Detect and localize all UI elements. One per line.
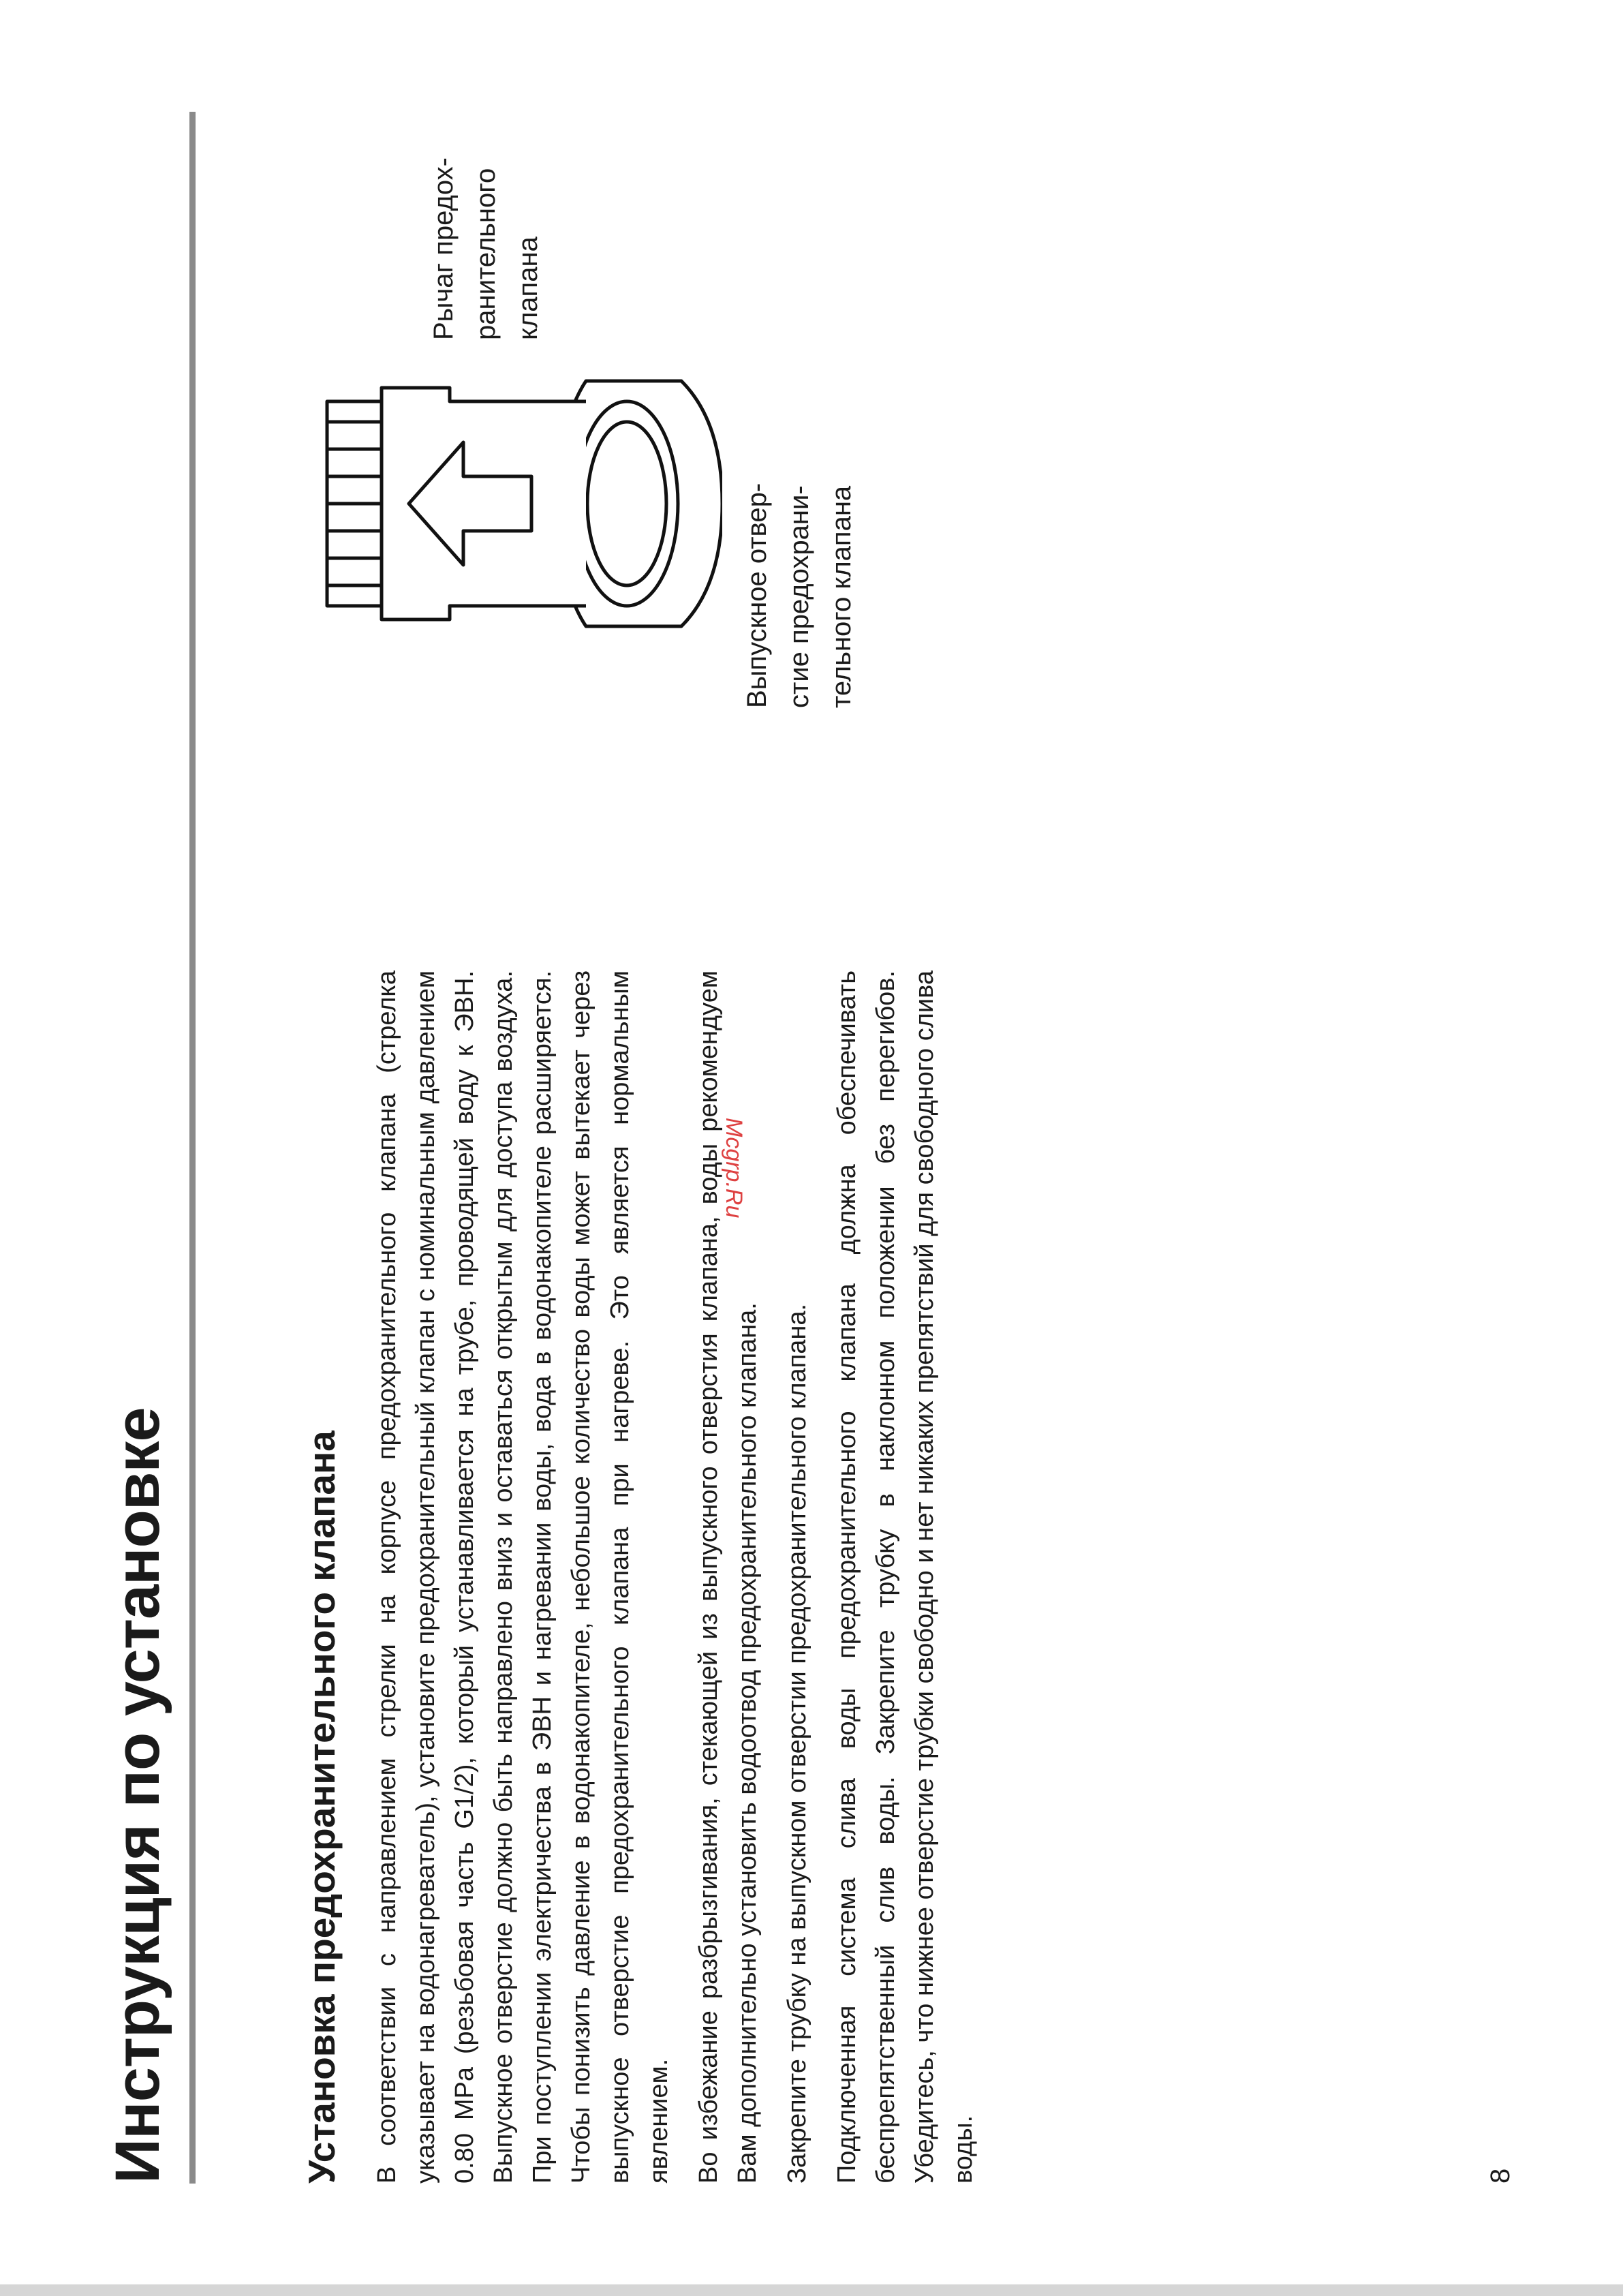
- watermark: Mcgrp.Ru: [721, 1118, 747, 1219]
- paragraph-arrow-direction: В соответствии с направлением стрелки на корпусе предохранительного клапана (стрелка указывает на водонагреватель), установите предохранительный клапан с номинальным давлением 0.80 MPa (резьбовая часть G1/2), который устанавливается на трубе, проводящей воду к ЭВН. Выпускное отверстие должно быть направлено вниз и оставаться открытым для доступа воздуха. При поступлении электричества в ЭВН и нагревании воды, вода в водонакопителе расширяется. Чтобы понизить давление в водонакопителе, небольшое количество воды может вытекает через выпускное отверстие предохранительного клапана при нагреве. Это является нормальным явлением.: [373, 970, 673, 2184]
- section-heading: Установка предохранительного клапана: [300, 1430, 343, 2184]
- safety-valve-illustration: [204, 299, 722, 708]
- outlet-label: Выпускное отвер- стие предохрани- тельного клапана: [742, 483, 856, 708]
- paragraph-drain-system: Подключенная система слива воды предохранительного клапана должна обеспечивать беспрепятственный слив воды. Закрепите трубку в наклонном положении без перегибов. Убедитесь, что нижнее отверстие трубки свободно и нет никаких препятствий для свободного слива воды.: [833, 970, 978, 2184]
- bottom-band: [0, 2284, 1623, 2296]
- section-body: [368, 970, 994, 2184]
- page-number: 8: [1485, 2168, 1515, 2184]
- lever-label: Рычаг предох- ранительного клапана: [429, 157, 543, 340]
- paragraph-drain-recommendation: Во избежание разбрызгивания, стекающей из выпускного отверстия клапана, воды рекомендуем Вам дополнительно установить водоотвод предохранительного клапана.: [694, 970, 762, 2184]
- page-title: Инструкция по установке: [103, 1407, 172, 2184]
- title-divider: [189, 112, 196, 2184]
- paragraph-attach-tube: Закрепите трубку на выпускном отверстии предохранительного клапана.: [783, 1303, 812, 2184]
